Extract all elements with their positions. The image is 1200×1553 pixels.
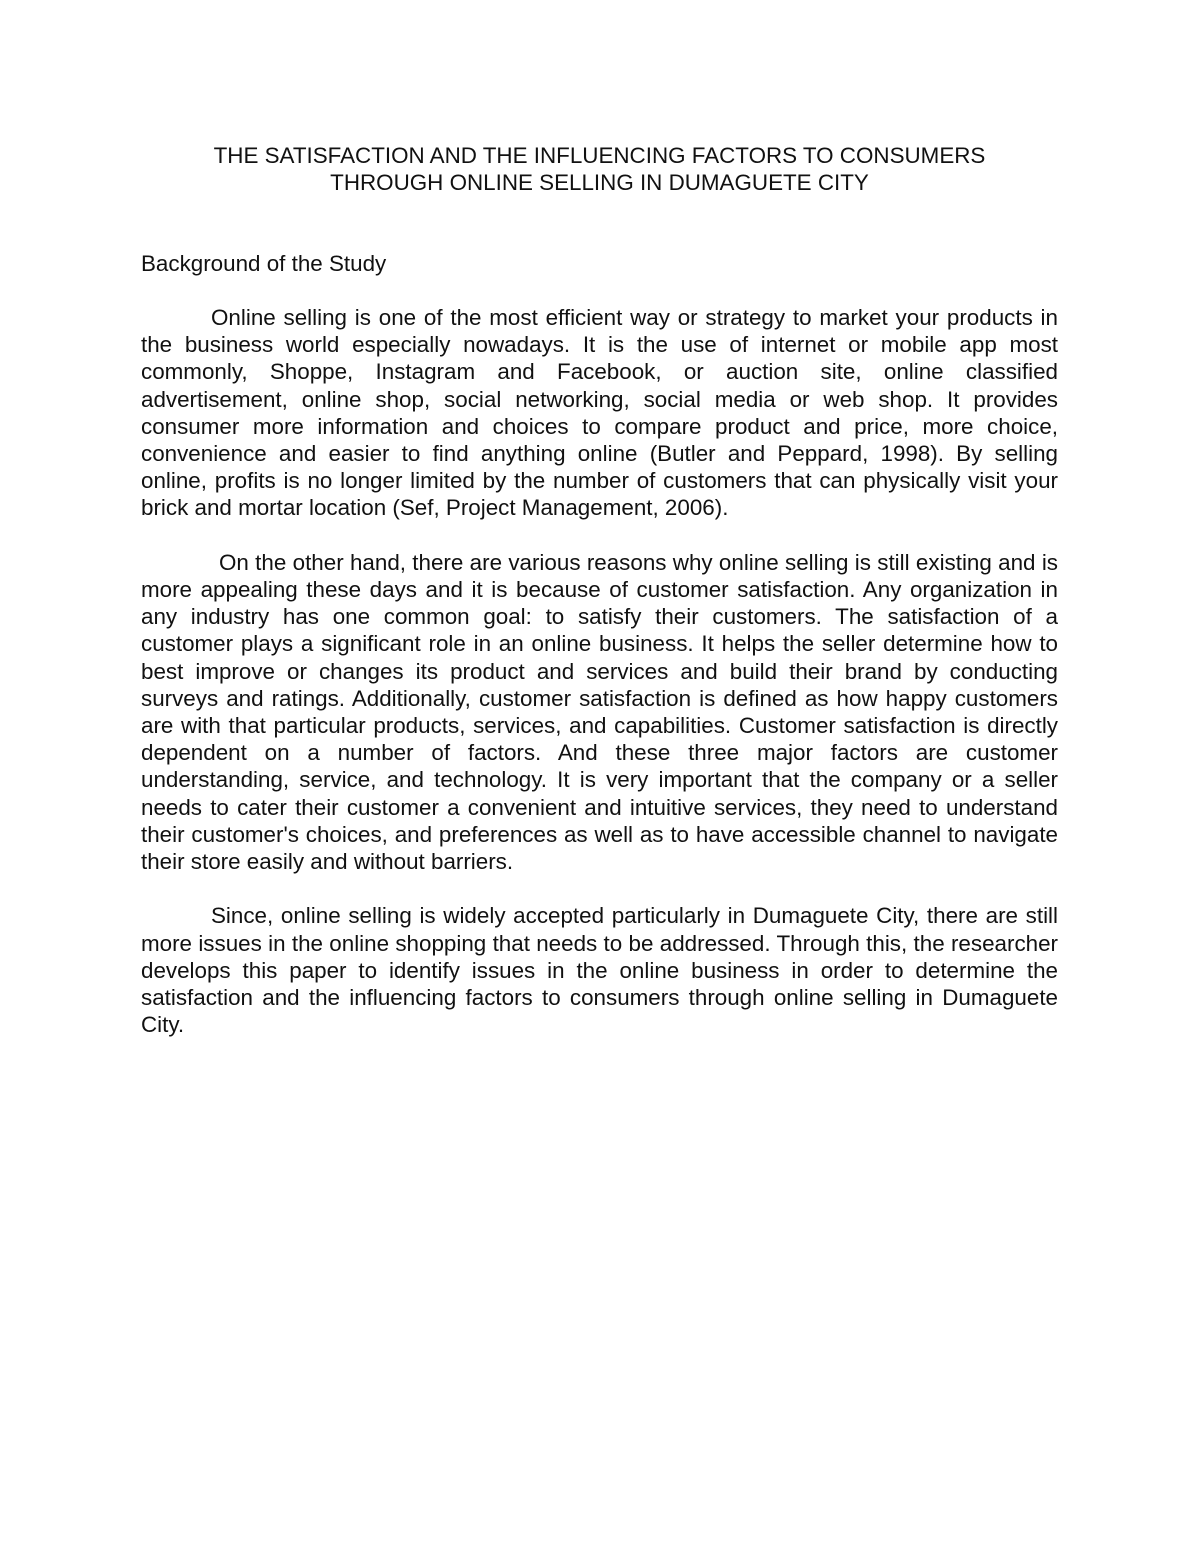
paragraph-3: Since, online selling is widely accepted particularly in Dumaguete City, there are still more issues in the online shopping that needs to be addressed. Through this, the researcher develops this paper to identify issues in the online business in order to determine the satisfaction and the influencing factors to consumers through online selling in Dumaguete City.: [141, 903, 1058, 1038]
title-line-1: THE SATISFACTION AND THE INFLUENCING FACTORS TO CONSUMERS: [213, 143, 986, 168]
paragraph-1: Online selling is one of the most efficient way or strategy to market your products in the business world especially nowadays. It is the use of internet or mobile app most commonly, Shoppe, Instagram and Facebook, or auction site, online classified advertisement, online shop, social networking, social media or web shop. It provides consumer more information and choices to compare product and price, more choice, convenience and easier to find anything online (Butler and Peppard, 1998). By selling online, profits is no longer limited by the number of customers that can physically visit your brick and mortar location (Sef, Project Management, 2006).: [141, 305, 1058, 521]
body-text: [141, 304, 1058, 1066]
section-heading: Background of the Study: [141, 251, 387, 276]
title-line-2: THROUGH ONLINE SELLING IN DUMAGUETE CITY: [330, 170, 869, 195]
paragraph-2: On the other hand, there are various reasons why online selling is still existing and is more appealing these days and it is because of customer satisfaction. Any organization in any industry has one common goal: to satisfy their customers. The satisfaction of a customer plays a significant role in an online business. It helps the seller determine how to best improve or changes its product and services and build their brand by conducting surveys and ratings. Additionally, customer satisfaction is defined as how happy customers are with that particular products, services, and capabilities. Customer satisfaction is directly dependent on a number of factors. And these three major factors are customer understanding, service, and technology. It is very important that the company or a seller needs to cater their customer a convenient and intuitive services, they need to understand their customer's choices, and preferences as well as to have accessible channel to navigate their store easily and without barriers.: [141, 549, 1058, 875]
document-title: [141, 142, 1058, 196]
